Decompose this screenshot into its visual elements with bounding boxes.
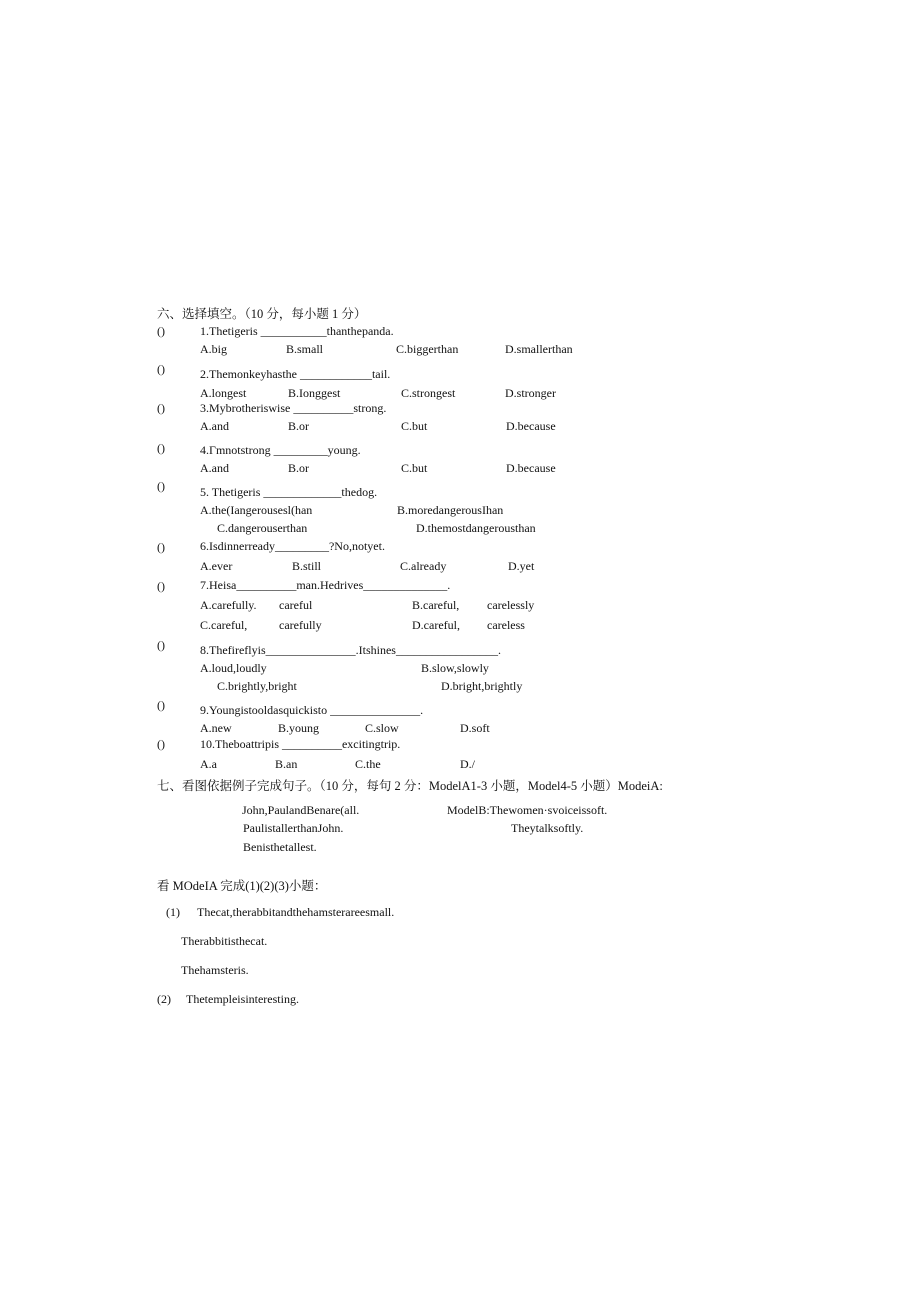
option: D.because: [506, 419, 556, 433]
answer-paren: (): [157, 579, 165, 593]
answer-paren: (): [157, 479, 165, 493]
answer-paren: (): [157, 401, 165, 415]
option: B.still: [292, 559, 322, 573]
item-number: (2): [157, 992, 171, 1006]
option: B.small: [286, 342, 324, 356]
option: careful: [279, 598, 313, 612]
option: D.bright,brightly: [441, 679, 523, 693]
option: C.careful,: [200, 618, 248, 632]
model-a-line: John,PaulandBenare(all.: [242, 803, 360, 817]
answer-paren: (): [157, 638, 165, 652]
model-b-line: Theytalksoftly.: [511, 821, 584, 835]
option: B.or: [288, 461, 309, 475]
option: careless: [487, 618, 525, 632]
question-stem: 5. Thetigeris _____________thedog.: [200, 485, 378, 499]
option: D.smallerthan: [505, 342, 573, 356]
option: B.young: [278, 721, 320, 735]
question-stem: 1.Thetigeris ___________thanthepanda.: [200, 324, 394, 338]
option: D.soft: [460, 721, 490, 735]
option: carefully: [279, 618, 322, 632]
option: C.but: [401, 461, 428, 475]
question-stem: 4.Γmnotstrong _________young.: [200, 443, 361, 457]
option: D.stronger: [505, 386, 556, 400]
answer-paren: (): [157, 362, 165, 376]
option: D.because: [506, 461, 556, 475]
answer-paren: (): [157, 698, 165, 712]
answer-paren: (): [157, 540, 165, 554]
option: C.but: [401, 419, 428, 433]
option: C.the: [355, 757, 381, 771]
model-a-line: PaulistallerthanJohn.: [243, 821, 344, 835]
item-sentence: Therabbitisthecat.: [181, 934, 268, 948]
option: B.or: [288, 419, 309, 433]
option: A.loud,loudly: [200, 661, 267, 675]
option: B.Ionggest: [288, 386, 341, 400]
option: B.slow,slowly: [421, 661, 489, 675]
option: C.strongest: [401, 386, 456, 400]
answer-paren: (): [157, 737, 165, 751]
option: A.a: [200, 757, 217, 771]
option: D.yet: [508, 559, 535, 573]
question-stem: 6.Isdinnerready_________?No,notyet.: [200, 539, 385, 553]
option: D./: [460, 757, 475, 771]
option: C.already: [400, 559, 447, 573]
option: D.careful,: [412, 618, 460, 632]
item-sentence: Thehamsteris.: [181, 963, 249, 977]
option: A.longest: [200, 386, 247, 400]
item-number: (1): [166, 905, 180, 919]
option: A.new: [200, 721, 232, 735]
option: B.an: [275, 757, 298, 771]
section7-heading: 七、看图依据例子完成句子。（10 分，每句 2 分：ModelA1-3 小题，Model4-5 小题）ModeiA:: [157, 779, 663, 793]
question-stem: 9.Youngistooldasquickisto _______________.: [200, 703, 424, 717]
question-stem: 2.Themonkeyhasthe ____________tail.: [200, 367, 391, 381]
question-stem: 10.Theboattripis __________excitingtrip.: [200, 737, 401, 751]
answer-paren: (): [157, 324, 165, 338]
question-stem: 7.Heisa__________man.Hedrives______________.: [200, 578, 451, 592]
option: A.and: [200, 461, 229, 475]
option: D.themostdangerousthan: [416, 521, 536, 535]
option: C.slow: [365, 721, 399, 735]
option: C.dangerouserthan: [217, 521, 308, 535]
question-stem: 8.Thefireflyis_______________.Itshines_________________.: [200, 643, 501, 657]
answer-paren: (): [157, 441, 165, 455]
section6-heading: 六、选择填空。（10 分，每小题 1 分）: [157, 307, 367, 321]
option: C.brightly,bright: [217, 679, 297, 693]
option: carelessly: [487, 598, 535, 612]
option: C.biggerthan: [396, 342, 459, 356]
section7-subheading: 看 MOdeIA 完成(1)(2)(3)小题：: [157, 879, 327, 893]
option: A.ever: [200, 559, 233, 573]
model-b-line: ModelB:Thewomen·svoiceissoft.: [447, 803, 608, 817]
question-stem: 3.Mybrotheriswise __________strong.: [200, 401, 387, 415]
option: A.and: [200, 419, 229, 433]
option: A.carefully.: [200, 598, 257, 612]
model-a-line: Benisthetallest.: [243, 840, 317, 854]
option: A.the(Iangerousesl(han: [200, 503, 313, 517]
item-sentence: Thecat,therabbitandthehamsterareesmall.: [197, 905, 395, 919]
option: A.big: [200, 342, 227, 356]
option: B.moredangerousIhan: [397, 503, 504, 517]
option: B.careful,: [412, 598, 460, 612]
item-sentence: Thetempleisinteresting.: [186, 992, 299, 1006]
